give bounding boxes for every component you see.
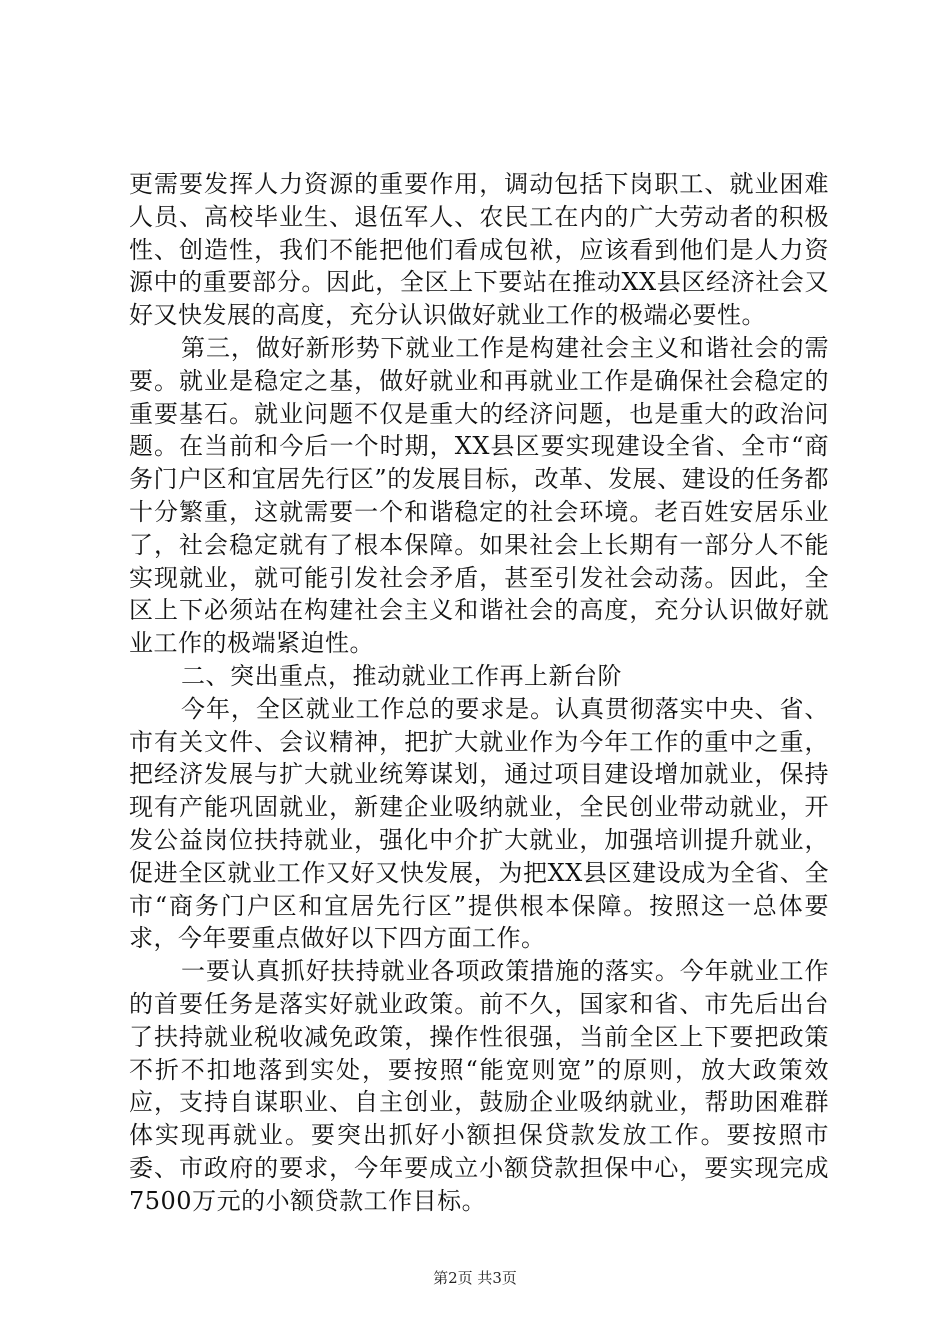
paragraph-point-three: 第三，做好新形势下就业工作是构建社会主义和谐社会的需要。就业是稳定之基，做好就业和再就业工作是确保社会稳定的重要基石。就业问题不仅是重大的经济问题，也是重大的政治问题。在当前和今后一个时期，XX县区要实现建设全省、全市“商务门户区和宜居先行区”的发展目标，改革、发展、建设的任务都十分繁重，这就需要一个和谐稳定的社会环境。老百姓安居乐业了，社会稳定就有了根本保障。如果社会上长期有一部分人不能实现就业，就可能引发社会矛盾，甚至引发社会动荡。因此，全区上下必须站在构建社会主义和谐社会的高度，充分认识做好就业工作的极端紧迫性。 bbox=[129, 333, 829, 658]
paragraph-policy-implementation: 一要认真抓好扶持就业各项政策措施的落实。今年就业工作的首要任务是落实好就业政策。前不久，国家和省、市先后出台了扶持就业税收减免政策，操作性很强，当前全区上下要把政策不折不扣地落到实处，要按照“能宽则宽”的原则，放大政策效应，支持自谋职业、自主创业，鼓励企业吸纳就业，帮助困难群体实现再就业。要突出抓好小额担保贷款发放工作。要按照市委、市政府的要求，今年要成立小额贷款担保中心，要实现完成7500万元的小额贷款工作目标。 bbox=[129, 957, 829, 1215]
page-number-footer: 第2页 共3页 bbox=[433, 1269, 517, 1287]
paragraph-requirements: 今年，全区就业工作总的要求是。认真贯彻落实中央、省、市有关文件、会议精神，把扩大就业作为今年工作的重中之重，把经济发展与扩大就业统筹谋划，通过项目建设增加就业，保持现有产能巩固就业，新建企业吸纳就业，全民创业带动就业，开发公益岗位扶持就业，强化中介扩大就业，加强培训提升就业，促进全区就业工作又好又快发展，为把XX县区建设成为全省、全市“商务门户区和宜居先行区”提供根本保障。按照这一总体要求，今年要重点做好以下四方面工作。 bbox=[129, 694, 829, 953]
paragraph-continuation: 更需要发挥人力资源的重要作用，调动包括下岗职工、就业困难人员、高校毕业生、退伍军人、农民工在内的广大劳动者的积极性、创造性，我们不能把他们看成包袱，应该看到他们是人力资源中的重要部分。因此，全区上下要站在推动XX县区经济社会又好又快发展的高度，充分认识做好就业工作的极端必要性。 bbox=[129, 170, 829, 330]
body-text bbox=[129, 168, 829, 1218]
section-heading: 二、突出重点，推动就业工作再上新台阶 bbox=[181, 661, 622, 690]
